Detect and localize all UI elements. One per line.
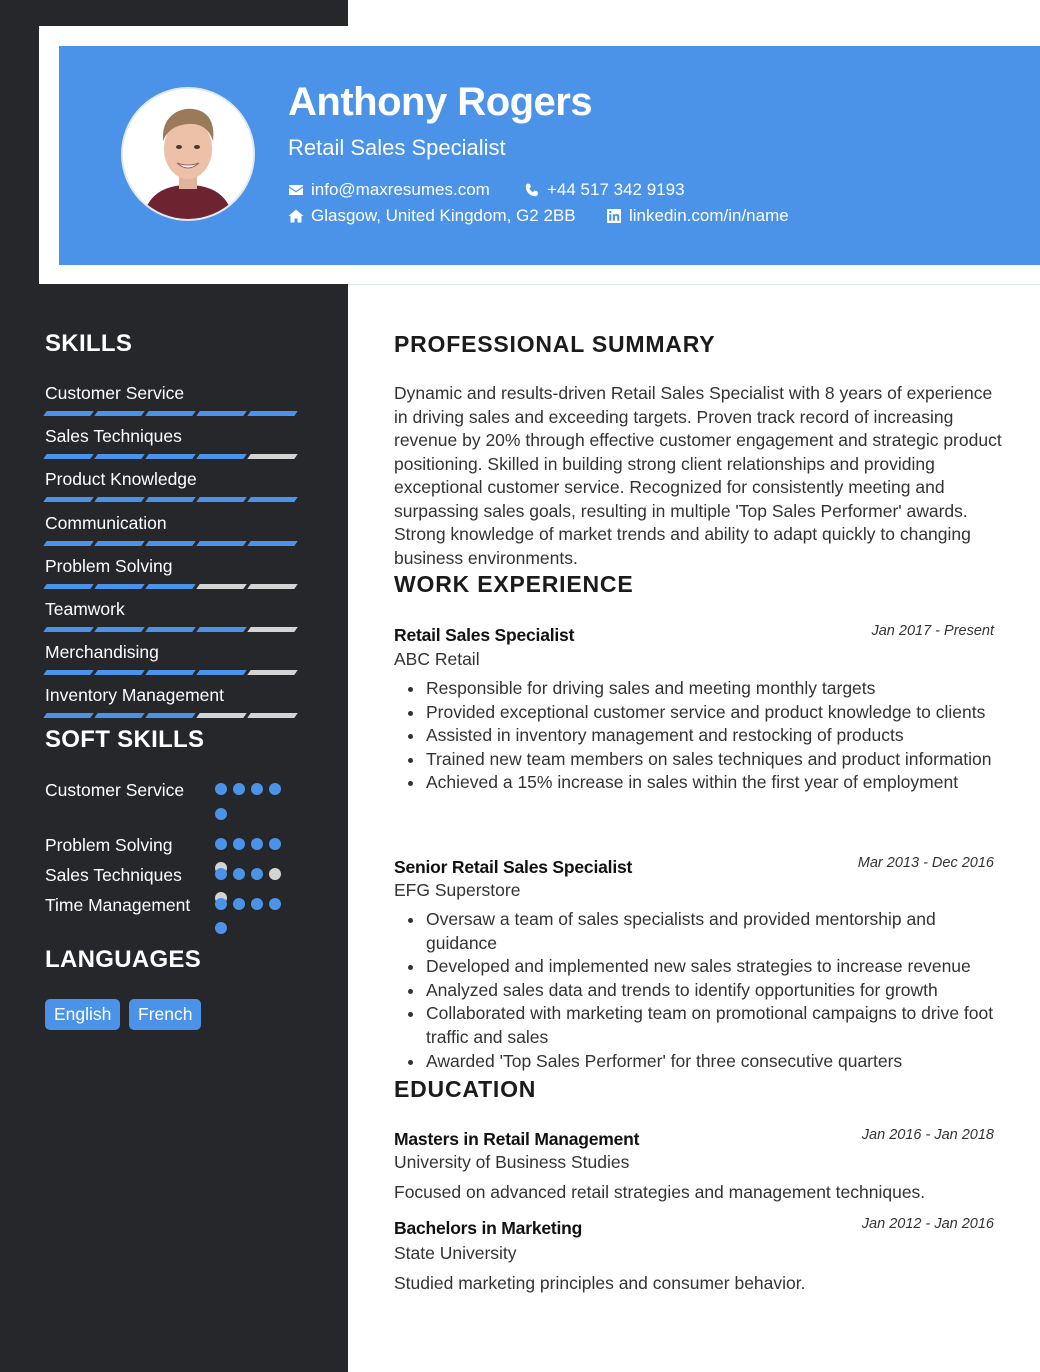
skill-level-segment: [247, 454, 298, 459]
skill-level-segment: [145, 454, 196, 459]
job-company: EFG Superstore: [394, 880, 521, 900]
soft-skill-rating: [215, 838, 295, 858]
soft-skill-label: Customer Service: [45, 780, 185, 800]
skill-item: [45, 383, 305, 416]
skill-item: [45, 556, 305, 589]
soft-skill-rating: [215, 892, 295, 912]
skill-item: [45, 426, 305, 459]
list-item: Collaborated with marketing team on promotional campaigns to drive foot traffic and sales: [426, 1002, 1004, 1049]
skill-label: Product Knowledge: [45, 469, 197, 489]
skill-level-segment: [43, 411, 94, 416]
degree-title: Masters in Retail Management: [394, 1129, 640, 1149]
skill-level-segment: [247, 584, 298, 589]
skill-level-segment: [43, 541, 94, 546]
job-dates: Mar 2013 - Dec 2016: [857, 855, 994, 871]
job-title: Retail Sales Specialist: [394, 625, 575, 645]
linkedin-text: linkedin.com/in/name: [629, 206, 789, 225]
education-heading: EDUCATION: [394, 1076, 537, 1102]
list-item: Responsible for driving sales and meeting monthly targets: [426, 677, 1004, 701]
education-description: Focused on advanced retail strategies and management techniques.: [394, 1182, 926, 1202]
skill-level-bar: [45, 713, 305, 718]
soft-skills-heading: SOFT SKILLS: [45, 726, 205, 753]
job-responsibilities: [394, 677, 1004, 795]
soft-skill-rating: [215, 862, 295, 882]
skill-level-bar: [45, 411, 305, 416]
list-item: Achieved a 15% increase in sales within the first year of employment: [426, 771, 1004, 795]
soft-skill-label: Time Management: [45, 895, 191, 915]
education-description: Studied marketing principles and consumer behavior.: [394, 1273, 806, 1293]
soft-skill-label: Sales Techniques: [45, 865, 182, 885]
school-name: State University: [394, 1243, 517, 1263]
home-icon: [288, 208, 304, 224]
skill-level-segment: [196, 584, 247, 589]
job-responsibilities: [394, 908, 1004, 1073]
contact-email[interactable]: [288, 180, 490, 200]
skill-item: [45, 642, 305, 675]
phone-icon: [524, 182, 540, 198]
skill-level-segment: [196, 670, 247, 675]
skill-level-segment: [196, 411, 247, 416]
summary-heading: PROFESSIONAL SUMMARY: [394, 331, 716, 357]
linkedin-icon: [606, 208, 622, 224]
skill-level-segment: [247, 411, 298, 416]
skill-level-segment: [196, 541, 247, 546]
list-item: Oversaw a team of sales specialists and provided mentorship and guidance: [426, 908, 1004, 955]
skill-level-segment: [247, 497, 298, 502]
candidate-name: Anthony Rogers: [288, 80, 593, 124]
contact-address: [288, 206, 576, 226]
candidate-title: Retail Sales Specialist: [288, 135, 506, 160]
skill-level-bar: [45, 670, 305, 675]
header-banner: [59, 46, 1040, 265]
languages-heading: LANGUAGES: [45, 946, 202, 973]
language-tag-french: French: [129, 999, 201, 1030]
skill-level-segment: [43, 584, 94, 589]
skill-level-segment: [247, 541, 298, 546]
education-dates: Jan 2016 - Jan 2018: [861, 1127, 994, 1143]
skill-level-segment: [145, 584, 196, 589]
skill-level-segment: [145, 541, 196, 546]
skill-level-bar: [45, 627, 305, 632]
skill-level-segment: [43, 713, 94, 718]
skill-level-segment: [247, 713, 298, 718]
summary-text: Dynamic and results-driven Retail Sales Specialist with 8 years of experience in driving sales and exceeding targets. Proven track record of increasing revenue by 20% through effective customer engagement and strategic product positioning. Skilled in building strong client relationships and providing exceptional customer service. Recognized for consistently meeting and surpassing sales goals, resulting in multiple 'Top Sales Performer' awards. Strong knowledge of market trends and ability to adapt quickly to changing business environments.: [394, 383, 1002, 568]
skill-level-segment: [145, 497, 196, 502]
skill-label: Teamwork: [45, 599, 125, 619]
job-company: ABC Retail: [394, 649, 480, 669]
degree-title: Bachelors in Marketing: [394, 1218, 583, 1238]
list-item: Analyzed sales data and trends to identify opportunities for growth: [426, 979, 1004, 1003]
skill-level-segment: [43, 454, 94, 459]
list-item: Developed and implemented new sales strategies to increase revenue: [426, 955, 1004, 979]
list-item: Provided exceptional customer service and product knowledge to clients: [426, 701, 1004, 725]
school-name: University of Business Studies: [394, 1152, 630, 1172]
skill-level-segment: [43, 627, 94, 632]
skill-level-segment: [145, 411, 196, 416]
skill-level-segment: [247, 627, 298, 632]
experience-heading: WORK EXPERIENCE: [394, 571, 634, 597]
email-text: info@maxresumes.com: [311, 180, 490, 199]
skill-item: [45, 685, 305, 718]
skill-level-segment: [145, 627, 196, 632]
skill-level-bar: [45, 497, 305, 502]
job-title: Senior Retail Sales Specialist: [394, 857, 633, 877]
skill-level-segment: [247, 670, 298, 675]
skill-level-segment: [196, 713, 247, 718]
address-text: Glasgow, United Kingdom, G2 2BB: [311, 206, 576, 225]
skill-level-segment: [196, 627, 247, 632]
profile-photo: [121, 87, 255, 221]
skill-label: Inventory Management: [45, 685, 224, 705]
skill-level-bar: [45, 541, 305, 546]
skill-level-segment: [94, 713, 145, 718]
list-item: Assisted in inventory management and restocking of products: [426, 724, 1004, 748]
skill-level-segment: [196, 497, 247, 502]
skill-level-bar: [45, 584, 305, 589]
list-item: Awarded 'Top Sales Performer' for three consecutive quarters: [426, 1050, 1004, 1074]
skill-label: Merchandising: [45, 642, 159, 662]
header-divider: [348, 284, 1040, 285]
skill-item: [45, 513, 305, 546]
job-dates: Jan 2017 - Present: [871, 623, 994, 639]
skill-label: Problem Solving: [45, 556, 173, 576]
contact-linkedin[interactable]: [606, 206, 789, 226]
skill-level-segment: [94, 670, 145, 675]
skill-level-segment: [43, 670, 94, 675]
skill-item: [45, 469, 305, 502]
skill-item: [45, 599, 305, 632]
skill-label: Sales Techniques: [45, 426, 182, 446]
skill-level-segment: [94, 541, 145, 546]
skill-level-segment: [94, 584, 145, 589]
language-tag-english: English: [45, 999, 120, 1030]
soft-skill-rating: [215, 783, 295, 803]
skills-heading: SKILLS: [45, 330, 133, 357]
skill-level-segment: [94, 627, 145, 632]
education-dates: Jan 2012 - Jan 2016: [861, 1216, 994, 1232]
soft-skill-label: Problem Solving: [45, 835, 173, 855]
skill-label: Communication: [45, 513, 167, 533]
contact-phone[interactable]: [524, 180, 685, 200]
skill-level-segment: [145, 670, 196, 675]
skill-level-segment: [94, 454, 145, 459]
envelope-icon: [288, 182, 304, 198]
skill-level-segment: [94, 497, 145, 502]
skill-level-segment: [94, 411, 145, 416]
skill-level-bar: [45, 454, 305, 459]
skill-level-segment: [43, 497, 94, 502]
skill-level-segment: [196, 454, 247, 459]
phone-text: +44 517 342 9193: [547, 180, 685, 199]
list-item: Trained new team members on sales techniques and product information: [426, 748, 1004, 772]
skill-level-segment: [145, 713, 196, 718]
skill-label: Customer Service: [45, 383, 185, 403]
